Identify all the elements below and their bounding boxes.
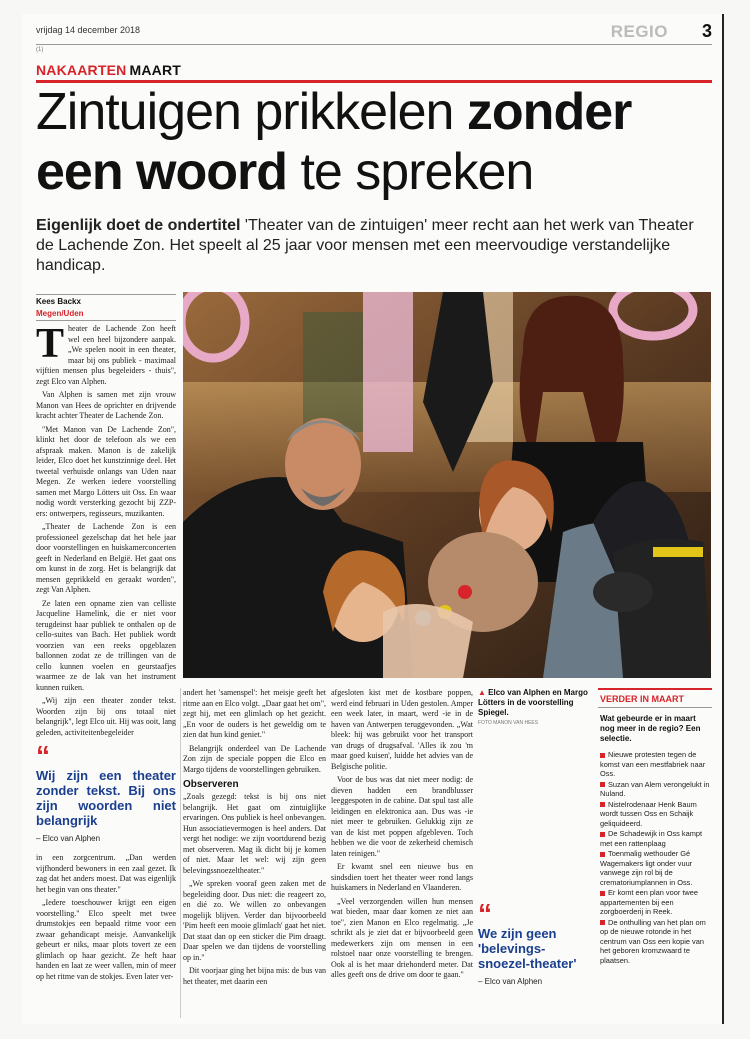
kicker-series: NAKAARTEN [36, 62, 127, 78]
quote-icon: “ [36, 740, 50, 771]
sidebar-list-item [600, 800, 712, 829]
bullet-square-icon [600, 753, 605, 758]
sidebar-item-text: Toenmalig wethouder Gé Wagemakers ligt onder vuur vanwege zijn rol bij de crematoriumplannen in Oss. [600, 849, 693, 887]
dropcap: T [36, 321, 65, 367]
pull-quote-2-source: – Elco van Alphen [478, 977, 543, 986]
photo-illustration [183, 292, 711, 678]
intro-bold: Eigenlijk doet de ondertitel [36, 217, 241, 234]
byline [36, 292, 176, 323]
col1-p1: heater de Lachende Zon heeft wel een heel bijzondere aanpak. „We spelen nooit in een theater, maar bij ons publiek - maximaal vijftien mensen plus begeleiders - thuis", zegt Elco van Alphen. [36, 324, 176, 386]
dateline-place: Megen/Uden [36, 309, 84, 318]
headline-line2-light: te spreken [287, 143, 534, 201]
col1-p8: „Iedere toeschouwer krijgt een eigen voorstelling." Elco speelt met twee drumstokjes een bepaald ritme voor een zwaar gehandicapt meisje. Aanvankelijk gebeurt er niks, maar plots tovert ze een glimlach op haar gezicht. Ze heft haar handen en laat ze weer vallen, min of meer op het ritme van de stokjes. Even later ver- [36, 898, 176, 981]
sidebar-list [598, 750, 712, 965]
col1-p5: Ze laten een opname zien van celliste Jacqueline Hamelink, die er niet voor terugdeinst haar publiek te onthalen op de cello-suites van Bach. Het publiek wordt voorzien van een reeks opgeblazen ballonnen zodat ze de trillingen van de cello kunnen voelen en geurstaafjes waarmee ze de lak van het instrument kunnen ruiken. [36, 598, 176, 692]
section-label: REGIO [610, 22, 668, 41]
pull-quote-1-text: Wij zijn een theater zonder tekst. Bij ons zijn woorden niet belangrijk [36, 768, 176, 828]
intro-paragraph [36, 216, 696, 276]
headline-line1-light: Zintuigen prikkelen [36, 83, 467, 141]
article-photo [183, 292, 711, 678]
issue-date: vrijdag 14 december 2018 [36, 25, 141, 35]
headline-line1-bold: zonder [466, 83, 632, 141]
photo-credit: FOTO MANON VAN HEES [478, 720, 539, 726]
sidebar-list-item [600, 888, 712, 917]
intro-rest: 'Theater van de zintuigen' meer recht aan het werk van Theater de Lachende Zon. Het speelt al 25 jaar voor mensen met een meervoudige verstandelijke handicap. [36, 217, 694, 274]
sidebar-list-item [600, 849, 712, 887]
headline-line2-bold: een woord [36, 143, 288, 201]
photo-caption [478, 688, 594, 986]
sidebar-list-item [600, 750, 712, 779]
sidebar-item-text: Suzan van Alem verongelukt in Nuland. [600, 779, 710, 798]
sidebar-item-text: Er komt een plan voor twee appartementen bij een zorgboerderij in Reek. [600, 888, 698, 916]
page-number: 3 [701, 21, 712, 41]
small-mark: (1) [36, 47, 44, 53]
pull-quote-2 [478, 898, 594, 986]
caption-triangle-icon: ▲ [478, 688, 486, 697]
article-column-1 [36, 321, 176, 985]
bullet-square-icon [600, 920, 605, 925]
sidebar-item-text: De Schadewijk in Oss kampt met een rattenplaag [600, 829, 703, 848]
pull-quote-2-text: We zijn geen 'belevings-snoezel-theater' [478, 926, 577, 971]
sidebar-list-item [600, 829, 712, 848]
headline [36, 82, 712, 202]
col1-p3: "Met Manon van De Lachende Zon", klinkt het door de telefoon als we een afspraak maken. Manon is de zakelijk leider, Elco doet het kunstzinnige deel. Het tweetal verhuisde onlangs van Uden naar Megen. Ze werken iedere voorstelling samen met Margo Lötters uit Oss. En waar nodig wordt versterking gezocht bij ZZP-ers: ontwerpers, regisseurs, muzikanten. [36, 424, 176, 518]
col2-p4: „We spreken vooraf geen zaken met de begeleiding door. Dus niet: die reageert zo, en dié zo. We willen zo onbevangen mogelijk blijven. Verder dan bijvoorbeeld 'Pim heeft een mooie glimlach' gaat het niet. Dat staat dan op een sticker die Pim draagt. Daar spelen we dan tijdens de voorstelling op in." [183, 879, 326, 962]
pull-quote-1 [36, 740, 176, 843]
kicker [36, 62, 181, 78]
col3-p2: Voor de bus was dat niet meer nodig: de dieven hadden een brandblusser leeggespoten in de cabine. Dat spul tast alle leidingen en elektronica aan. Dus was -ie niet meer te gebruiken. Gelukkig zijn ze van de kist met poppen afgebleven. Toch hebben we die voor de zekerheid chemisch laten reinigen." [331, 775, 473, 858]
col2-p2: Belangrijk onderdeel van De Lachende Zon zijn de speciale poppen die Elco en Margo tijdens de voorstellingen gebruiken. [183, 743, 326, 774]
col3-p4: „Veel verzorgenden willen hun mensen wat bieden, maar daar komen ze niet aan toe", zien Manon en Elco regelmatig. „Je schrikt als je ziet dat er bijvoorbeeld geen medewerkers zijn om mensen in een rolstoel naar onze voorstelling te brengen. Ook al is het maar driehonderd meter. Dat alles geeft ons de drive om door te gaan." [331, 896, 473, 979]
byline-rule-top [36, 294, 176, 295]
header-divider [36, 44, 712, 45]
bullet-square-icon [600, 852, 605, 857]
col3-p3: Er kwamt snel een nieuwe bus en sindsdien toert het theater weer rond langs huiskamers in Nederland en Vlaanderen. [331, 862, 473, 892]
pull-quote-1-source: – Elco van Alphen [36, 834, 101, 843]
caption-text: Elco van Alphen en Margo Lötters in de voorstelling Spiegel. [478, 688, 588, 717]
sidebar-list-item [600, 918, 712, 966]
col1-p2: Van Alphen is samen met zijn vrouw Manon van Hees de oprichter en drijvende kracht achter Theater de Lachende Zon. [36, 390, 176, 420]
kicker-month: MAART [129, 62, 182, 78]
article-column-3 [331, 688, 473, 984]
column-divider [180, 688, 181, 1018]
page-header [36, 22, 712, 44]
sidebar-item-text: Nistelrodenaar Henk Baum wordt tussen Oss en Schaijk geliquideerd. [600, 799, 697, 828]
col2-p5: Dit voorjaar ging het bijna mis: de bus van het theater, met daarin een [183, 966, 326, 986]
bullet-square-icon [600, 782, 605, 787]
col1-p4: „Theater de Lachende Zon is een professioneel gezelschap dat het hele jaar door voorstellingen en huiskamerconcerten geeft in Nederland en België. Het gaat ons om kunst in de zorg. Het is belangrijk dat mensen geprikkeld en geraakt worden", zegt Van Alphen. [36, 522, 176, 594]
article-column-2 [183, 688, 326, 990]
quote-icon: “ [478, 898, 492, 929]
sidebar-item-text: De onthulling van het plan om op de nieuwe rotonde in het centrum van Oss een kopie van het geboren kromzwaard te plaatsen. [600, 917, 706, 965]
col1-p6: „Wij zijn een theater zonder tekst. Woorden zijn bij ons totaal niet belangrijk", legt Elco uit. Hij was ooit, lang geleden, activiteitenbegeleider [36, 696, 176, 737]
sidebar-lead: Wat gebeurde er in maart nog meer in de regio? Een selectie. [600, 714, 701, 743]
sidebar-verder-in-maart [598, 688, 712, 966]
bullet-square-icon [600, 802, 605, 807]
col1-p7: in een zorgcentrum. „Dan werden vijfhonderd bewoners in een zaal gezet. Ik zag dat het anders moest. Dat was eigenlijk het begin van ons theater." [36, 853, 176, 894]
bullet-square-icon [600, 832, 605, 837]
bullet-square-icon [600, 891, 605, 896]
sidebar-item-text: Nieuwe protesten tegen de komst van een mestfabriek naar Oss. [600, 750, 706, 778]
author: Kees Backx [36, 297, 81, 306]
sidebar-list-item [600, 780, 712, 799]
col2-p3: „Zoals gezegd: tekst is bij ons niet belangrijk. Het gaat om zintuiglijke ervaringen. Ons publiek is heel onbevangen. Hun associatievermogen is heel anders. Dat vergt het nodige: we zijn voortdurend bezig met observeren. Mag ik dicht bij je komen of niet. Maar let wel: wij zijn geen belevingssnoezeltheater." [183, 792, 326, 875]
sidebar-title: VERDER IN MAART [598, 688, 712, 708]
col3-p1: afgesloten kist met de kostbare poppen, werd eind februari in Uden gestolen. Amper een week later, in maart, werd -ie in de haven van Antwerpen teruggevonden. „Wat bleek: hij was gebruikt voor het transport van drugs of drugsafval. 'Alles ik zou 'm maar goed kuisen', luidde het advies van de Belgische politie. [331, 688, 473, 771]
subheading-observeren: Observeren [183, 779, 239, 790]
col2-p1: andert het 'samenspel': het meisje geeft het ritme aan en Elco volgt. „Daar gaat het om", zegt hij, met een glimlach op het gezicht. „En voor de ouders is het geweldig om te zien dat hun kind geniet." [183, 688, 326, 739]
